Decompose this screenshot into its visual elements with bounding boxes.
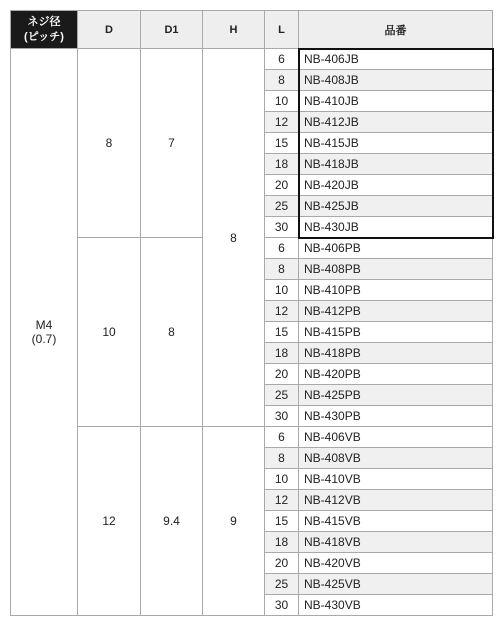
l-cell: 30 (265, 406, 299, 427)
part-number-cell: NB-406VB (299, 427, 493, 448)
l-cell: 18 (265, 154, 299, 175)
header-row (11, 11, 493, 49)
l-cell: 12 (265, 301, 299, 322)
l-cell: 12 (265, 112, 299, 133)
l-cell: 10 (265, 91, 299, 112)
l-cell: 8 (265, 259, 299, 280)
l-cell: 20 (265, 175, 299, 196)
header-thread-size (11, 11, 78, 49)
l-cell: 12 (265, 490, 299, 511)
l-cell: 25 (265, 574, 299, 595)
part-number-cell: NB-415VB (299, 511, 493, 532)
d-cell: 10 (78, 238, 141, 427)
l-cell: 15 (265, 322, 299, 343)
l-cell: 6 (265, 49, 299, 70)
part-number-cell: NB-410VB (299, 469, 493, 490)
part-number-cell: NB-408VB (299, 448, 493, 469)
d1-cell: 8 (141, 238, 203, 427)
part-number-cell: NB-420PB (299, 364, 493, 385)
d-cell: 8 (78, 49, 141, 238)
part-number-cell: NB-418VB (299, 532, 493, 553)
part-number-cell: NB-430VB (299, 595, 493, 616)
part-number-cell: NB-412PB (299, 301, 493, 322)
h-cell: 9 (203, 427, 265, 616)
thread-pitch: (0.7) (31, 332, 57, 346)
l-cell: 18 (265, 532, 299, 553)
part-number-cell: NB-406PB (299, 238, 493, 259)
header-l: L (265, 11, 299, 49)
part-number-cell: NB-425PB (299, 385, 493, 406)
l-cell: 25 (265, 196, 299, 217)
header-thread-line1: ネジ径 (27, 15, 61, 28)
l-cell: 20 (265, 364, 299, 385)
part-number-cell: NB-415PB (299, 322, 493, 343)
table-row (11, 427, 493, 448)
header-h: H (203, 11, 265, 49)
d1-cell: 9.4 (141, 427, 203, 616)
part-number-cell: NB-430JB (299, 217, 493, 238)
part-number-cell: NB-412VB (299, 490, 493, 511)
part-number-cell: NB-408PB (299, 259, 493, 280)
part-number-cell: NB-410PB (299, 280, 493, 301)
l-cell: 8 (265, 70, 299, 91)
l-cell: 18 (265, 343, 299, 364)
part-number-cell: NB-418JB (299, 154, 493, 175)
thread-size: M4 (35, 318, 53, 332)
part-number-cell: NB-408JB (299, 70, 493, 91)
part-number-cell: NB-425VB (299, 574, 493, 595)
header-d1: D1 (141, 11, 203, 49)
l-cell: 30 (265, 217, 299, 238)
d-cell: 12 (78, 427, 141, 616)
l-cell: 6 (265, 238, 299, 259)
part-number-cell: NB-420JB (299, 175, 493, 196)
h-cell: 8 (203, 49, 265, 427)
part-number-cell: NB-412JB (299, 112, 493, 133)
part-number-cell: NB-415JB (299, 133, 493, 154)
header-part-number: 品番 (299, 11, 493, 49)
l-cell: 30 (265, 595, 299, 616)
l-cell: 25 (265, 385, 299, 406)
l-cell: 10 (265, 280, 299, 301)
part-number-cell: NB-425JB (299, 196, 493, 217)
spec-table (10, 10, 493, 616)
l-cell: 10 (265, 469, 299, 490)
l-cell: 20 (265, 553, 299, 574)
l-cell: 15 (265, 133, 299, 154)
l-cell: 6 (265, 427, 299, 448)
part-number-cell: NB-406JB (299, 49, 493, 70)
header-d: D (78, 11, 141, 49)
l-cell: 15 (265, 511, 299, 532)
header-thread-line2: (ピッチ) (24, 30, 64, 43)
table-row (11, 49, 493, 70)
table-body (11, 49, 493, 616)
l-cell: 8 (265, 448, 299, 469)
thread-size-cell (11, 49, 78, 616)
d1-cell: 7 (141, 49, 203, 238)
part-number-cell: NB-410JB (299, 91, 493, 112)
part-number-cell: NB-418PB (299, 343, 493, 364)
part-number-cell: NB-420VB (299, 553, 493, 574)
part-number-cell: NB-430PB (299, 406, 493, 427)
